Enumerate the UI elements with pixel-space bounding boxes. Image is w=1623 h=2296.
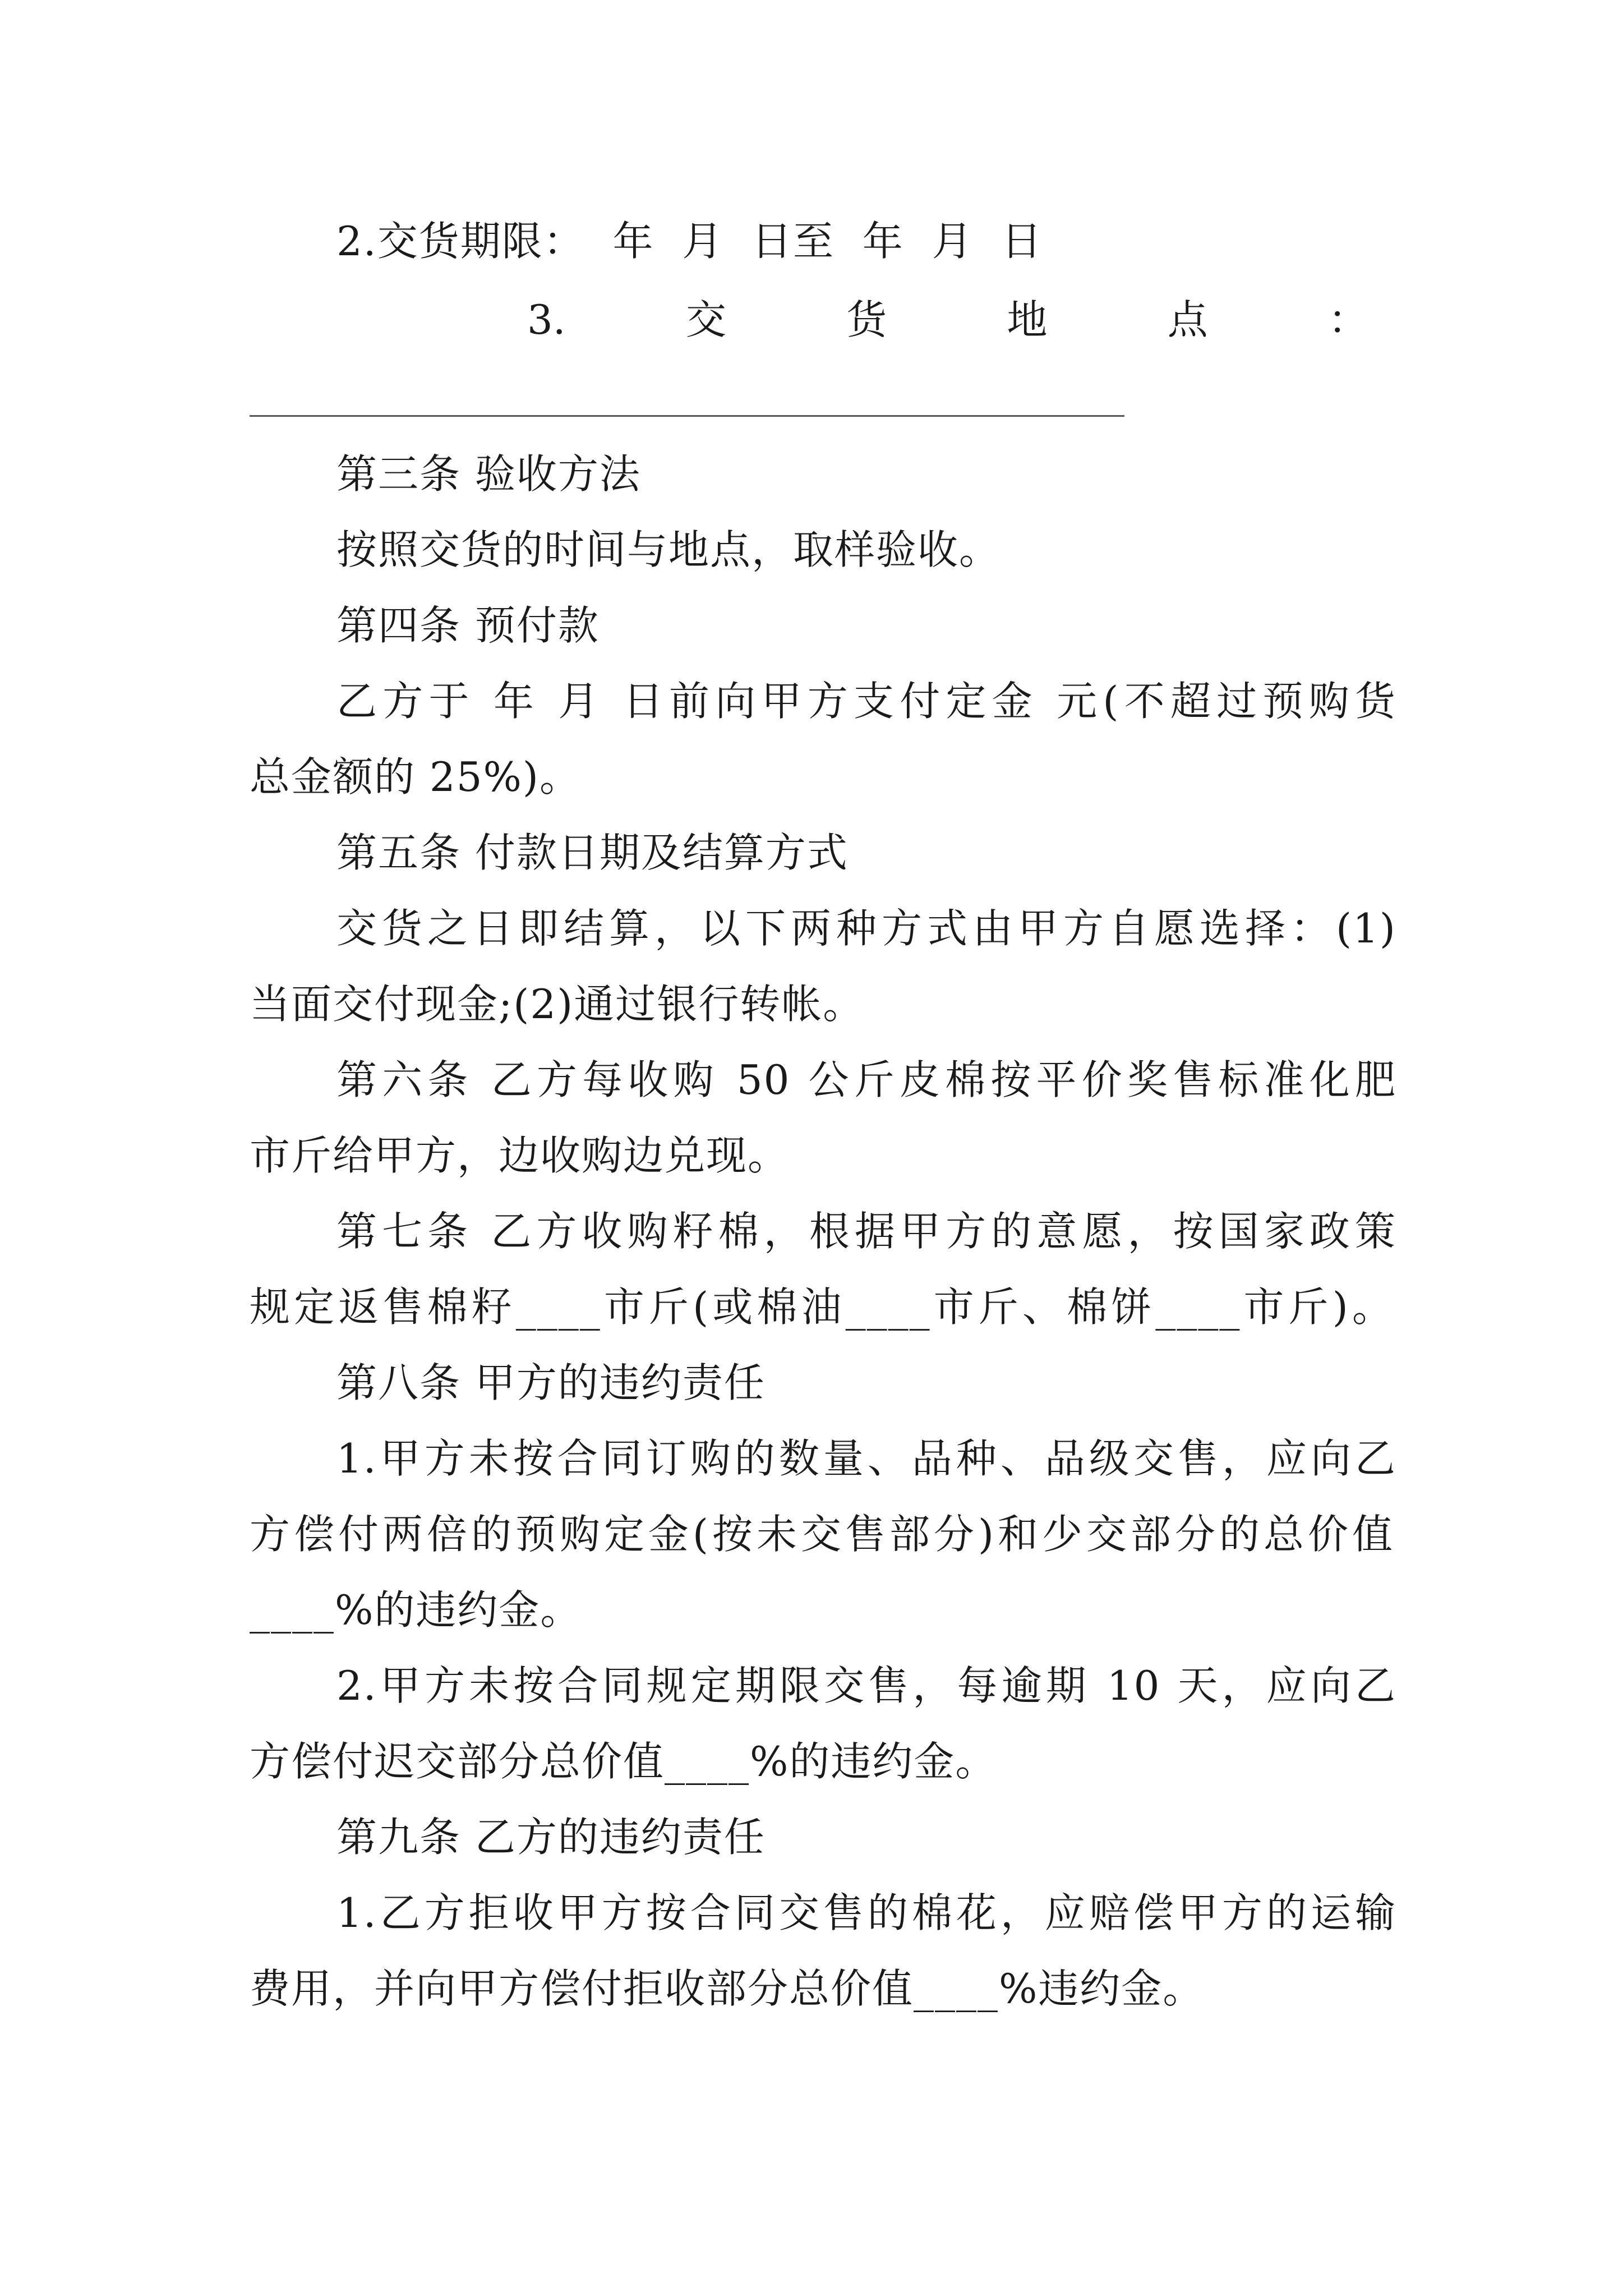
article8-title: 第八条 甲方的违约责任 xyxy=(336,1359,766,1406)
article7-line1: 第七条 乙方收购籽棉，根据甲方的意愿，按国家政策 xyxy=(336,1208,1396,1255)
delivery-place-char: 地 xyxy=(1007,296,1048,343)
article8-item1-line1: 1.甲方未按合同订购的数量、品种、品级交售，应向乙 xyxy=(336,1435,1396,1482)
article8-item2-line2: 方偿付迟交部分总价值____%的违约金。 xyxy=(250,1738,997,1785)
delivery-place-char: ： xyxy=(1327,296,1368,343)
article3-text: 按照交货的时间与地点，取样验收。 xyxy=(336,526,1001,573)
article6-line2: 市斤给甲方，边收购边兑现。 xyxy=(250,1132,790,1179)
article4-title: 第四条 预付款 xyxy=(336,602,600,649)
article3-title: 第三条 验收方法 xyxy=(336,450,641,498)
article6-line1: 第六条 乙方每收购 50 公斤皮棉按平价奖售标准化肥 xyxy=(336,1056,1396,1103)
article8-item1-line2: 方偿付两倍的预购定金(按未交售部分)和少交部分的总价值 xyxy=(250,1511,1394,1558)
article7-line2: 规定返售棉籽____市斤(或棉油____市斤、棉饼____市斤)。 xyxy=(250,1283,1394,1331)
delivery-place-line xyxy=(527,292,1368,348)
article9-item1-line2: 费用，并向甲方偿付拒收部分总价值____%违约金。 xyxy=(250,1965,1205,2012)
delivery-place-char: 交 xyxy=(685,296,726,343)
article5-line2: 当面交付现金;(2)通过银行转帐。 xyxy=(250,981,865,1028)
delivery-place-char: 点 xyxy=(1167,296,1208,343)
article5-line1: 交货之日即结算，以下两种方式由甲方自愿选择：(1) xyxy=(336,905,1396,952)
article8-item1-line3: ____%的违约金。 xyxy=(250,1586,582,1634)
delivery-place-number: 3. xyxy=(527,296,566,343)
delivery-period-line: 2.交货期限： 年 月 日至 年 月 日 xyxy=(336,218,1043,265)
delivery-place-char: 货 xyxy=(846,296,887,343)
article9-title: 第九条 乙方的违约责任 xyxy=(336,1814,766,1861)
article4-line1: 乙方于 年 月 日前向甲方支付定金 元(不超过预购货 xyxy=(336,678,1396,725)
article8-item2-line1: 2.甲方未按合同规定期限交售，每逾期 10 天，应向乙 xyxy=(336,1662,1396,1709)
article4-line2: 总金额的 25%)。 xyxy=(250,753,582,800)
article5-title: 第五条 付款日期及结算方式 xyxy=(336,829,849,876)
article9-item1-line1: 1.乙方拒收甲方按合同交售的棉花，应赔偿甲方的运输 xyxy=(336,1889,1396,1936)
blank-underline xyxy=(250,415,1124,417)
